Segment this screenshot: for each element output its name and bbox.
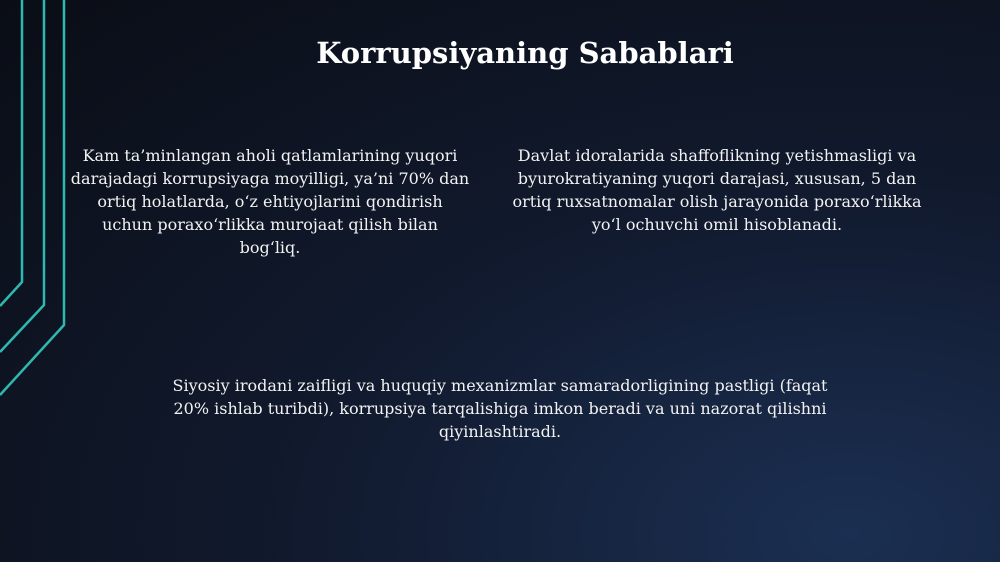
slide-title: Korrupsiyaning Sabablari: [316, 36, 734, 70]
decorative-lines: [0, 0, 80, 562]
paragraph-bottom: Siyosiy irodani zaifligi va huquqiy mexanizmlar samaradorligining pastligi (faqat 20% ishlab turibdi), korrupsiya tarqalishiga imkon beradi va uni nazorat qilishni qiyinlashtiradi.: [172, 376, 828, 441]
paragraph-left: Kam ta’minlangan aholi qatlamlarining yuqori darajadagi korrupsiyaga moyilligi, ya’ni 70% dan ortiq holatlarda, o‘z ehtiyojlarini qondirish uchun poraxo‘rlikka murojaat qilish bilan bog‘liq.: [70, 146, 470, 257]
paragraph-right: Davlat idoralarida shaffoflikning yetishmasligi va byurokratiyaning yuqori darajasi, xususan, 5 dan ortiq ruxsatnomalar olish jarayonida poraxo‘rlikka yo‘l ochuvchi omil hisoblanadi.: [512, 146, 922, 234]
